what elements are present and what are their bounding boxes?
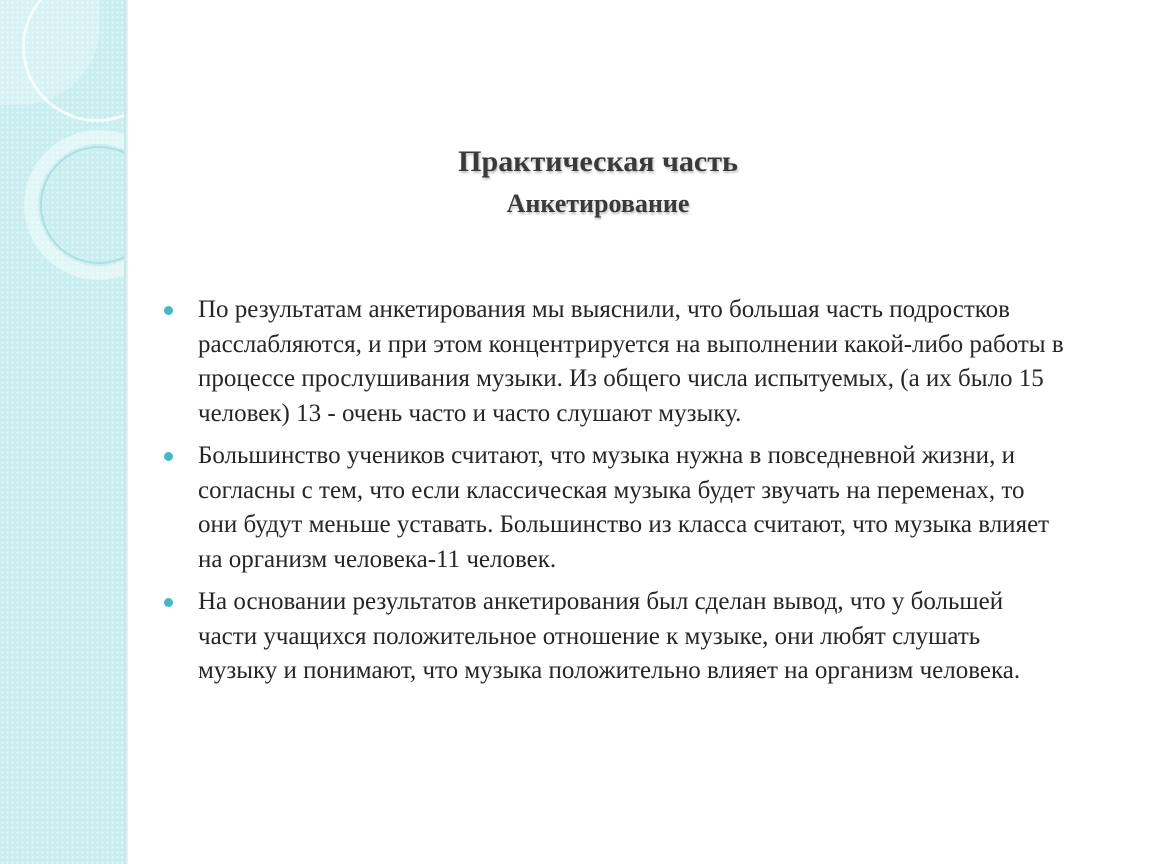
bullet-text: Большинство учеников считают, что музыка нужна в повседневной жизни, и согласны с тем, что если классическая музыка будет звучать на переменах, то они будут меньше уставать. Большинство из класса считают, что музыка влияет на организм человека-11 человек. (198, 442, 1050, 573)
bullet-item (164, 439, 1064, 577)
slide-subtitle: Анкетирование (506, 189, 690, 218)
bullet-dot-icon (164, 306, 173, 315)
bullet-list (164, 293, 1064, 697)
sidebar-ring-top (22, 0, 126, 122)
bullet-text: На основании результатов анкетирования был сделан вывод, что у большей части учащихся положительное отношение к музыке, они любят слушать музыку и понимают, что музыка положительно влияет на организм человека. (198, 588, 1021, 684)
slide-title: Практическая часть (458, 145, 738, 178)
bullet-dot-icon (164, 452, 173, 461)
bullet-dot-icon (164, 598, 173, 607)
bullet-item (164, 585, 1064, 689)
decorative-sidebar (0, 0, 126, 864)
bullet-item (164, 293, 1064, 431)
bullet-text: По результатам анкетирования мы выяснили, что большая часть подростков расслабляются, и при этом концентрируется на выполнении какой-либо работы в процессе прослушивания музыки. Из общего числа испытуемых, (а их было 15 человек) 13 - очень часто и часто слушают музыку. (198, 296, 1064, 427)
sidebar-divider (124, 0, 128, 864)
